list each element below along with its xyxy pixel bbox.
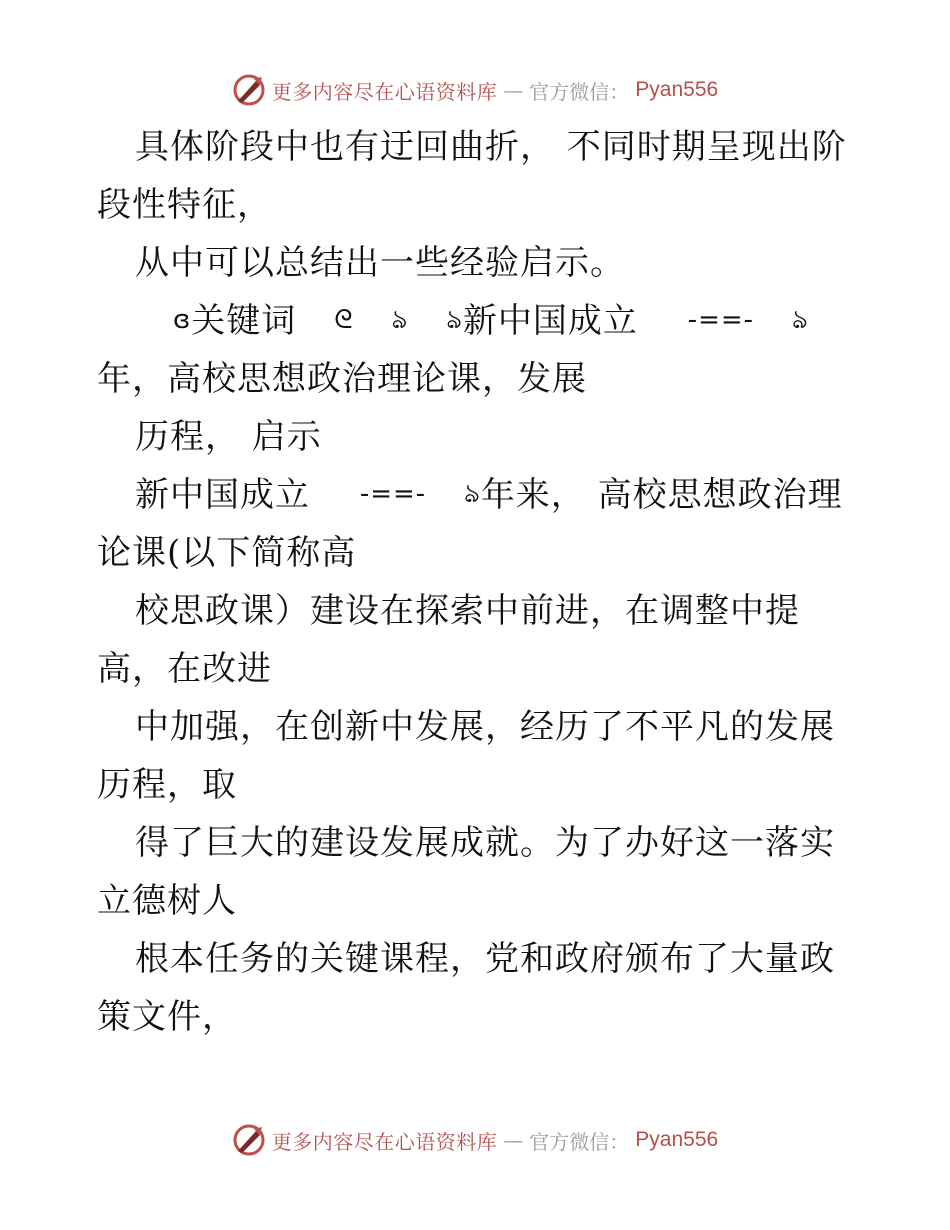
ornament-glyph: ᘓ [334, 305, 354, 335]
intro-text-2: 年来， 高校思想政治理论课(以下简称高 [97, 475, 843, 573]
header-banner [0, 70, 950, 110]
footer-banner [0, 1120, 950, 1160]
footer-site-text: 更多内容尽在心语资料库 [271, 1129, 498, 1154]
ornament-glyph: ঌ [391, 305, 409, 335]
quill-logo-icon [232, 1123, 266, 1157]
intro-text-1: 新中国成立 [135, 475, 322, 515]
paragraph-5 [97, 466, 857, 582]
footer-wechat-label: 官方微信： [529, 1129, 630, 1154]
header-wechat-label: 官方微信： [529, 79, 630, 104]
footer-dash: — [503, 1128, 524, 1152]
ornament-glyph: ঌ [792, 305, 809, 335]
dash-mark-glyph: -==- [359, 479, 427, 509]
header-wechat-id: Pyan556 [635, 78, 719, 101]
keywords-text-1: 新中国成立 [462, 301, 650, 341]
paragraph-4: 历程， 启示 [135, 417, 322, 457]
paragraph-8: 得了巨大的建设发展成就。为了办好这一落实立德树人 [97, 823, 835, 921]
paragraph-2: 从中可以总结出一些经验启示。 [135, 243, 625, 283]
ornament-glyph: ঌ [464, 479, 481, 509]
paragraph-9: 根本任务的关键课程，党和政府颁布了大量政策文件， [97, 939, 835, 1037]
header-site-text: 更多内容尽在心语资料库 [271, 79, 498, 104]
header-dash: — [503, 78, 524, 102]
dash-mark-glyph: -==- [687, 305, 755, 335]
body-text [97, 118, 857, 1046]
footer-wechat-id: Pyan556 [635, 1128, 719, 1151]
ornament-glyph: ɞ [173, 305, 192, 335]
keywords-label: 关键词 [191, 301, 297, 341]
quill-logo-icon [232, 73, 266, 107]
paragraph-1: 具体阶段中也有迂回曲折， 不同时期呈现出阶段性特征， [97, 127, 847, 225]
paragraph-3 [97, 292, 857, 408]
paragraph-7: 中加强，在创新中发展，经历了不平凡的发展历程，取 [97, 707, 835, 805]
paragraph-6: 校思政课）建设在探索中前进，在调整中提高，在改进 [97, 591, 800, 689]
ornament-glyph: ঌ [446, 305, 463, 335]
keywords-text-2: 年，高校思想政治理论课，发展 [97, 359, 587, 399]
